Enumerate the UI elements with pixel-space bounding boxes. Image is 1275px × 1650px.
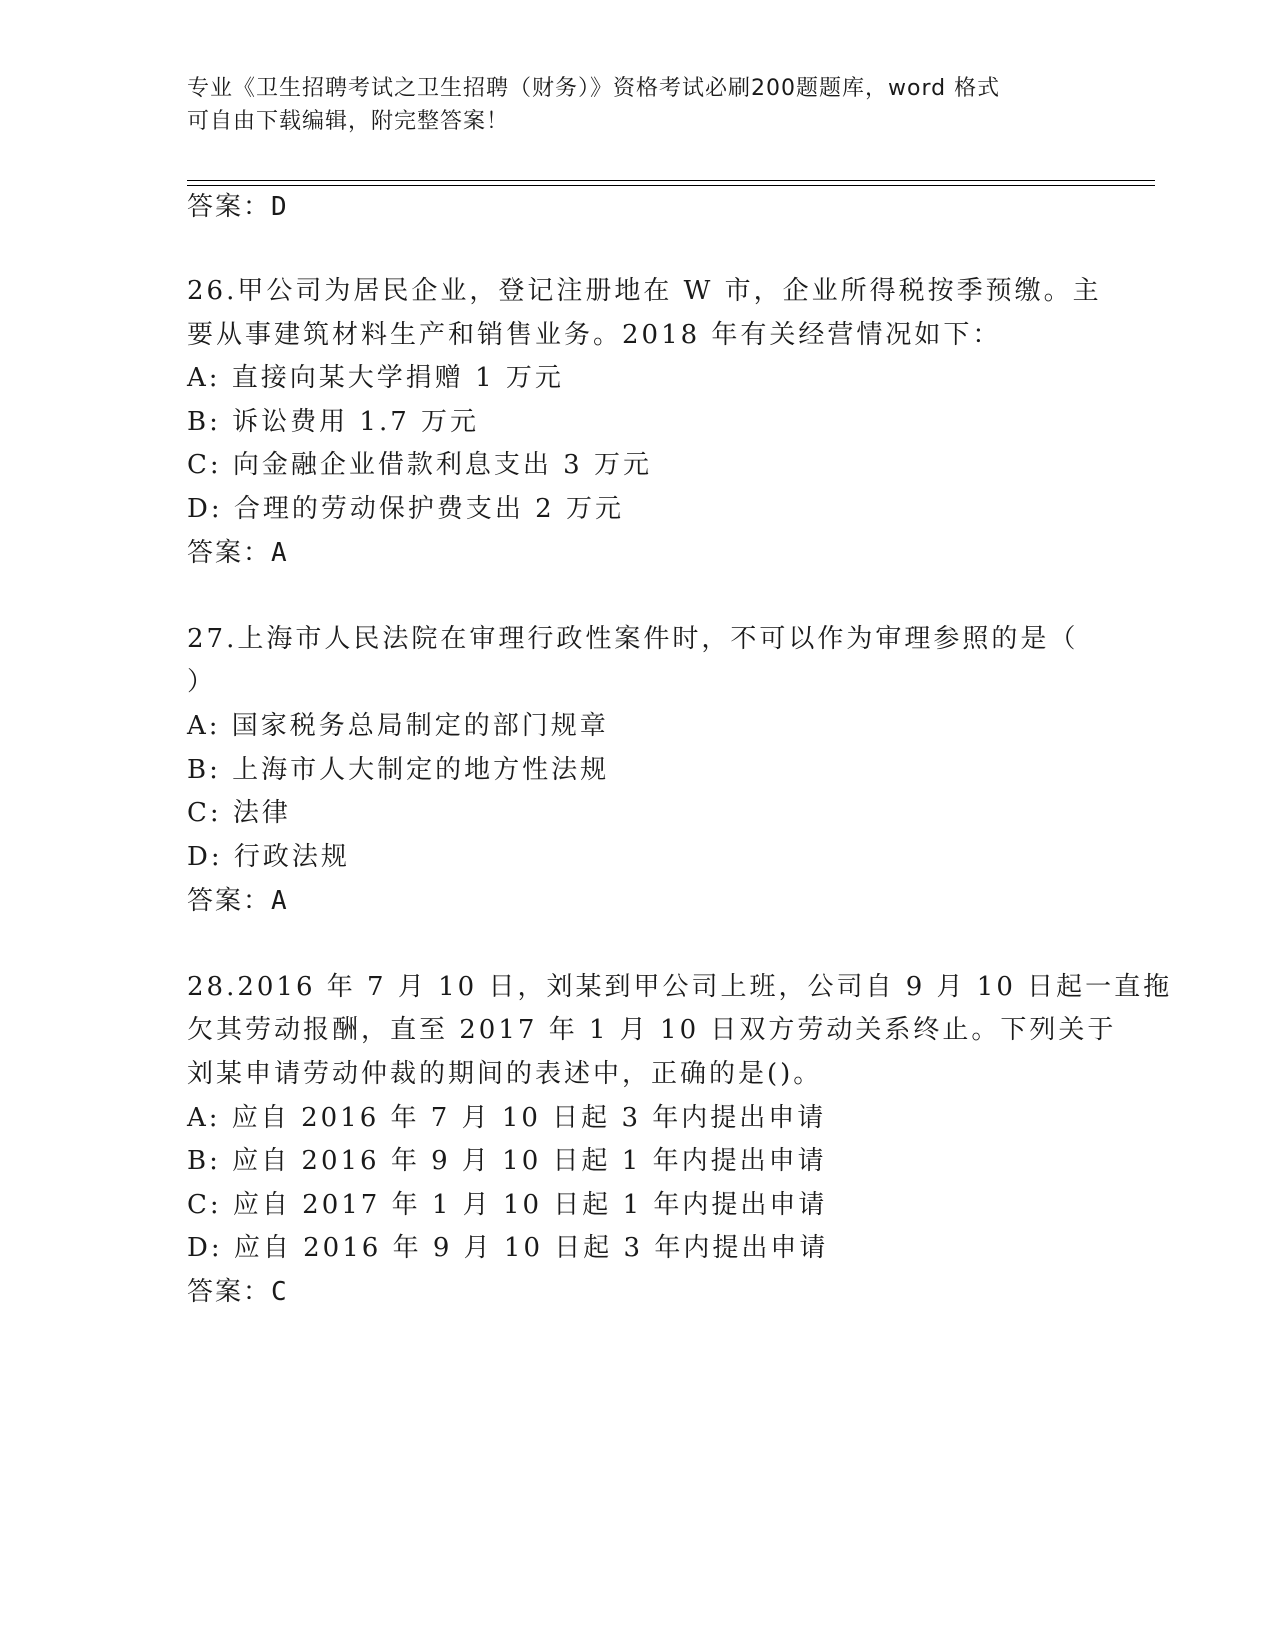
header-line-1: 专业《卫生招聘考试之卫生招聘（财务）》资格考试必刷200题题库，word 格式 (187, 76, 1001, 101)
question-26-option-d: D: 合理的劳动保护费支出 2 万元 (187, 494, 624, 524)
answer-previous: 答案：D (187, 192, 289, 222)
question-27-option-c: C: 法律 (187, 798, 291, 828)
question-28-text-line-1: 28.2016 年 7 月 10 日，刘某到甲公司上班，公司自 9 月 10 日起一直拖 (187, 972, 1173, 1002)
question-28-option-c: C: 应自 2017 年 1 月 10 日起 1 年内提出申请 (187, 1190, 828, 1220)
question-26-option-a: A: 直接向某大学捐赠 1 万元 (187, 363, 564, 393)
question-28-text-line-2: 欠其劳动报酬，直至 2017 年 1 月 10 日双方劳动关系终止。下列关于 (187, 1015, 1117, 1045)
question-28-option-b: B: 应自 2016 年 9 月 10 日起 1 年内提出申请 (187, 1146, 827, 1176)
question-27-answer: 答案：A (187, 886, 289, 916)
header-divider-top (187, 180, 1155, 181)
question-26-text-line-2: 要从事建筑材料生产和销售业务。2018 年有关经营情况如下： (187, 320, 1002, 350)
question-26-option-c: C: 向金融企业借款利息支出 3 万元 (187, 450, 652, 480)
question-28-answer: 答案：C (187, 1277, 289, 1307)
document-header (187, 72, 1087, 138)
header-line-2: 可自由下载编辑，附完整答案！ (187, 109, 510, 134)
header-divider-bottom (187, 185, 1155, 186)
question-27-option-d: D: 行政法规 (187, 842, 350, 872)
question-28-option-d: D: 应自 2016 年 9 月 10 日起 3 年内提出申请 (187, 1233, 829, 1263)
question-28-text-line-3: 刘某申请劳动仲裁的期间的表述中，正确的是()。 (187, 1059, 823, 1089)
question-26-option-b: B: 诉讼费用 1.7 万元 (187, 407, 480, 437)
question-27-option-a: A: 国家税务总局制定的部门规章 (187, 711, 609, 741)
question-27-option-b: B: 上海市人大制定的地方性法规 (187, 755, 610, 785)
question-26-answer: 答案：A (187, 538, 289, 568)
question-28-option-a: A: 应自 2016 年 7 月 10 日起 3 年内提出申请 (187, 1103, 827, 1133)
question-27-text-line-2: ） (187, 667, 217, 697)
question-27-text-line-1: 27.上海市人民法院在审理行政性案件时，不可以作为审理参照的是（ (187, 624, 1079, 654)
question-26-text-line-1: 26.甲公司为居民企业，登记注册地在 W 市，企业所得税按季预缴。主 (187, 276, 1102, 306)
